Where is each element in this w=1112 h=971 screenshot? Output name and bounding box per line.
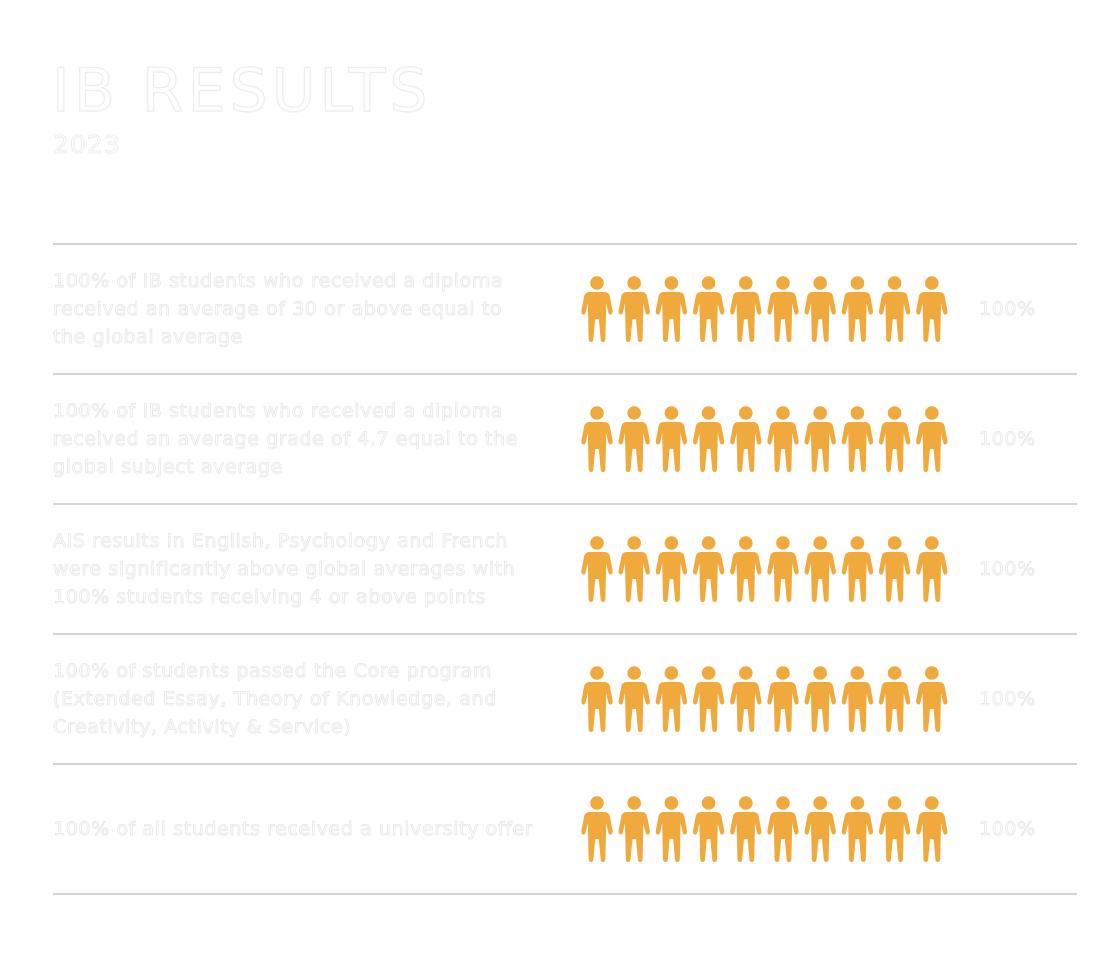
person-icon	[842, 276, 873, 342]
person-icon	[916, 276, 947, 342]
person-icon	[916, 796, 947, 862]
result-description-line: 100% of IB students who received a diploma	[53, 400, 504, 422]
result-description	[53, 657, 568, 741]
person-icon	[581, 276, 612, 342]
result-description-line: received an average of 30 or above equal to	[53, 298, 503, 320]
person-icon	[656, 276, 687, 342]
person-icon	[656, 796, 687, 862]
person-icon	[619, 666, 650, 732]
person-icon	[842, 406, 873, 472]
person-icon	[730, 536, 761, 602]
person-icon	[693, 666, 724, 732]
result-description-line: Creativity, Activity & Service)	[53, 716, 352, 738]
person-icon	[693, 796, 724, 862]
person-icon	[767, 406, 798, 472]
result-description-line: 100% of students passed the Core program	[53, 660, 492, 682]
person-icon-row	[581, 406, 953, 472]
person-icon	[730, 406, 761, 472]
person-icon	[916, 536, 947, 602]
result-description-line: (Extended Essay, Theory of Knowledge, and	[53, 688, 497, 710]
person-icon-row	[581, 666, 953, 732]
person-icon	[767, 276, 798, 342]
person-icon-row	[581, 276, 953, 342]
results-rows	[53, 245, 1077, 895]
person-icon	[619, 276, 650, 342]
result-description-line: the global average	[53, 326, 243, 348]
person-icon	[619, 536, 650, 602]
person-icon	[767, 666, 798, 732]
person-icon	[879, 666, 910, 732]
person-icon	[581, 406, 612, 472]
result-row	[53, 375, 1077, 505]
page-title: IB RESULTS	[52, 56, 432, 126]
percentage-label: 100%	[979, 428, 1036, 450]
result-description-line: 100% students receiving 4 or above points	[53, 586, 486, 608]
person-icon	[619, 406, 650, 472]
person-icon	[656, 406, 687, 472]
person-icon	[916, 666, 947, 732]
result-row	[53, 635, 1077, 765]
percentage-label: 100%	[979, 818, 1036, 840]
person-icon-row	[581, 796, 953, 862]
person-icon	[730, 276, 761, 342]
person-icon	[879, 276, 910, 342]
person-icon	[693, 536, 724, 602]
result-description-line: 100% of all students received a university offer	[53, 818, 534, 840]
person-icon	[805, 796, 836, 862]
person-icon	[879, 796, 910, 862]
person-icon	[581, 536, 612, 602]
person-icon	[805, 276, 836, 342]
result-description-line: AIS results in English, Psychology and French	[53, 530, 509, 552]
percentage-label: 100%	[979, 298, 1036, 320]
results-list	[53, 243, 1077, 895]
person-icon	[842, 796, 873, 862]
person-icon	[730, 666, 761, 732]
result-description-line: were significantly above global averages with	[53, 558, 516, 580]
result-description-line: global subject average	[53, 456, 283, 478]
result-row	[53, 245, 1077, 375]
result-description-line: 100% of IB students who received a diploma	[53, 270, 504, 292]
result-description-line: received an average grade of 4.7 equal to the	[53, 428, 519, 450]
result-description	[53, 527, 568, 611]
person-icon	[656, 666, 687, 732]
result-description	[53, 815, 568, 843]
year-subtitle: 2023	[53, 130, 121, 159]
person-icon	[842, 666, 873, 732]
person-icon	[730, 796, 761, 862]
result-description	[53, 397, 568, 481]
percentage-label: 100%	[979, 558, 1036, 580]
person-icon	[693, 276, 724, 342]
person-icon	[581, 796, 612, 862]
person-icon	[805, 406, 836, 472]
result-row	[53, 765, 1077, 895]
person-icon	[619, 796, 650, 862]
person-icon	[767, 796, 798, 862]
person-icon	[767, 536, 798, 602]
person-icon	[916, 406, 947, 472]
result-description	[53, 267, 568, 351]
person-icon	[842, 536, 873, 602]
person-icon	[581, 666, 612, 732]
person-icon	[656, 536, 687, 602]
person-icon	[693, 406, 724, 472]
result-row	[53, 505, 1077, 635]
person-icon	[879, 406, 910, 472]
person-icon	[879, 536, 910, 602]
person-icon	[805, 536, 836, 602]
person-icon-row	[581, 536, 953, 602]
person-icon	[805, 666, 836, 732]
percentage-label: 100%	[979, 688, 1036, 710]
